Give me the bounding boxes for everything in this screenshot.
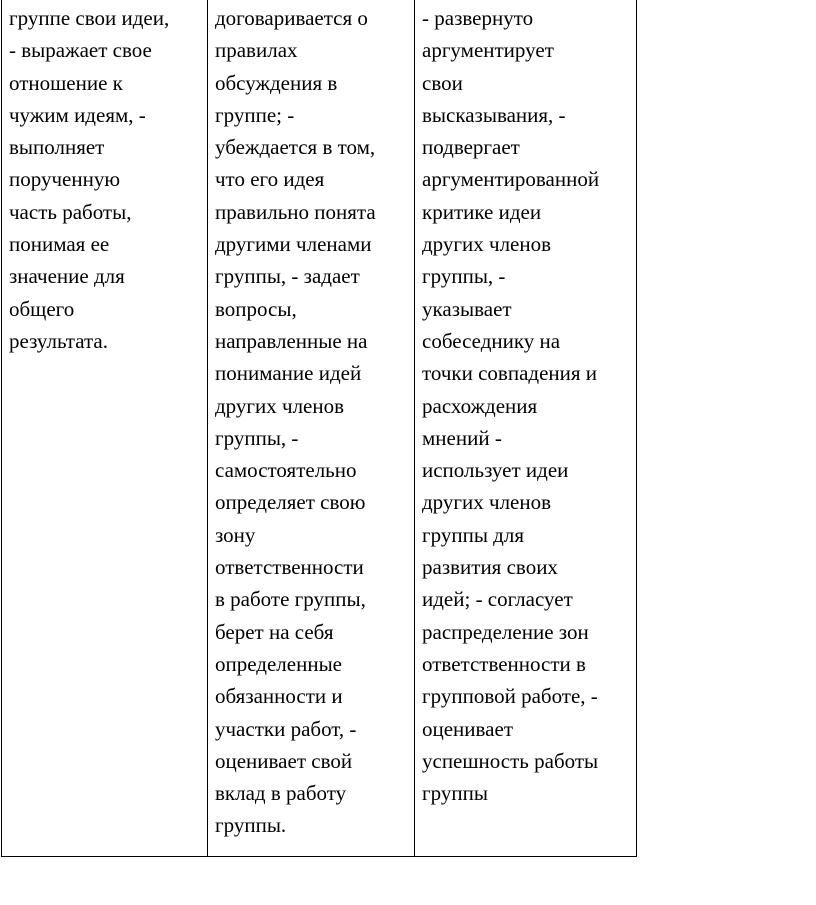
cell-line: указывает: [422, 296, 512, 321]
cell-line: участки работ, -: [215, 716, 357, 741]
cell-line: группе свои идеи,: [9, 6, 170, 30]
cell-line: выполняет: [9, 135, 105, 160]
cell-line: группы, - задает: [215, 264, 360, 289]
cell-line: убеждается в том,: [215, 135, 376, 160]
cell-line: - выражает свое: [9, 38, 152, 63]
cell-line: что его идея: [215, 167, 325, 192]
cell-line: направленные на: [215, 328, 368, 353]
cell-line: распределение зон: [422, 619, 589, 644]
cell-line: понимая ее: [9, 232, 110, 257]
cell-line: других членов: [422, 490, 552, 515]
cell-line: обсуждения в: [215, 70, 338, 95]
cell-line: зону: [215, 522, 256, 547]
table-row: [2, 0, 637, 857]
cell-line: группе; -: [215, 102, 295, 127]
table-cell-column-3: [415, 0, 637, 857]
cell-line: вопросы,: [215, 296, 297, 321]
cell-line: групповой работе, -: [422, 684, 598, 709]
cell-line: группы: [422, 781, 488, 806]
cell-line: точки совпадения и: [422, 361, 598, 386]
cell-line: успешность работы: [422, 748, 599, 773]
table-cell-column-1: [2, 0, 208, 857]
cell-line: группы.: [215, 813, 287, 838]
cell-line: общего: [9, 296, 75, 321]
cell-line: правильно понята: [215, 199, 376, 224]
cell-text: [208, 0, 414, 842]
cell-line: собеседнику на: [422, 328, 561, 353]
cell-line: других членов: [422, 232, 552, 257]
cell-line: берет на себя: [215, 619, 334, 644]
cell-line: развития своих: [422, 555, 558, 580]
cell-line: мнений -: [422, 425, 502, 450]
cell-line: результата.: [9, 328, 108, 353]
cell-line: ответственности: [215, 555, 364, 580]
competency-table-fragment: [1, 0, 637, 857]
cell-line: - развернуто: [422, 6, 534, 30]
cell-line: критике идеи: [422, 199, 542, 224]
cell-line: расхождения: [422, 393, 538, 418]
cell-line: понимание идей: [215, 361, 362, 386]
cell-line: обязанности и: [215, 684, 343, 709]
cell-line: использует идеи: [422, 458, 569, 483]
cell-line: вклад в работу: [215, 781, 347, 806]
cell-line: группы, -: [215, 425, 299, 450]
cell-line: аргументирует: [422, 38, 554, 63]
cell-line: определенные: [215, 651, 342, 676]
cell-line: оценивает свой: [215, 748, 353, 773]
cell-text: [2, 0, 207, 357]
cell-line: часть работы,: [9, 199, 132, 224]
cell-line: самостоятельно: [215, 458, 357, 483]
cell-line: группы, -: [422, 264, 506, 289]
cell-line: оценивает: [422, 716, 513, 741]
cell-line: другими членами: [215, 232, 372, 257]
cell-line: свои: [422, 70, 463, 95]
cell-line: высказывания, -: [422, 102, 566, 127]
cell-line: подвергает: [422, 135, 520, 160]
cell-line: договаривается о: [215, 6, 368, 30]
table-cell-column-2: [208, 0, 415, 857]
cell-line: аргументированной: [422, 167, 600, 192]
cell-line: в работе группы,: [215, 587, 366, 612]
cell-line: правилах: [215, 38, 298, 63]
cell-line: значение для: [9, 264, 125, 289]
cell-line: чужим идеям, -: [9, 102, 146, 127]
cell-line: идей; - согласует: [422, 587, 573, 612]
cell-line: порученную: [9, 167, 121, 192]
cell-line: группы для: [422, 522, 524, 547]
cell-line: отношение к: [9, 70, 123, 95]
cell-line: ответственности в: [422, 651, 586, 676]
cell-line: других членов: [215, 393, 345, 418]
competency-table: [1, 0, 637, 857]
cell-line: определяет свою: [215, 490, 366, 515]
cell-text: [415, 0, 636, 809]
